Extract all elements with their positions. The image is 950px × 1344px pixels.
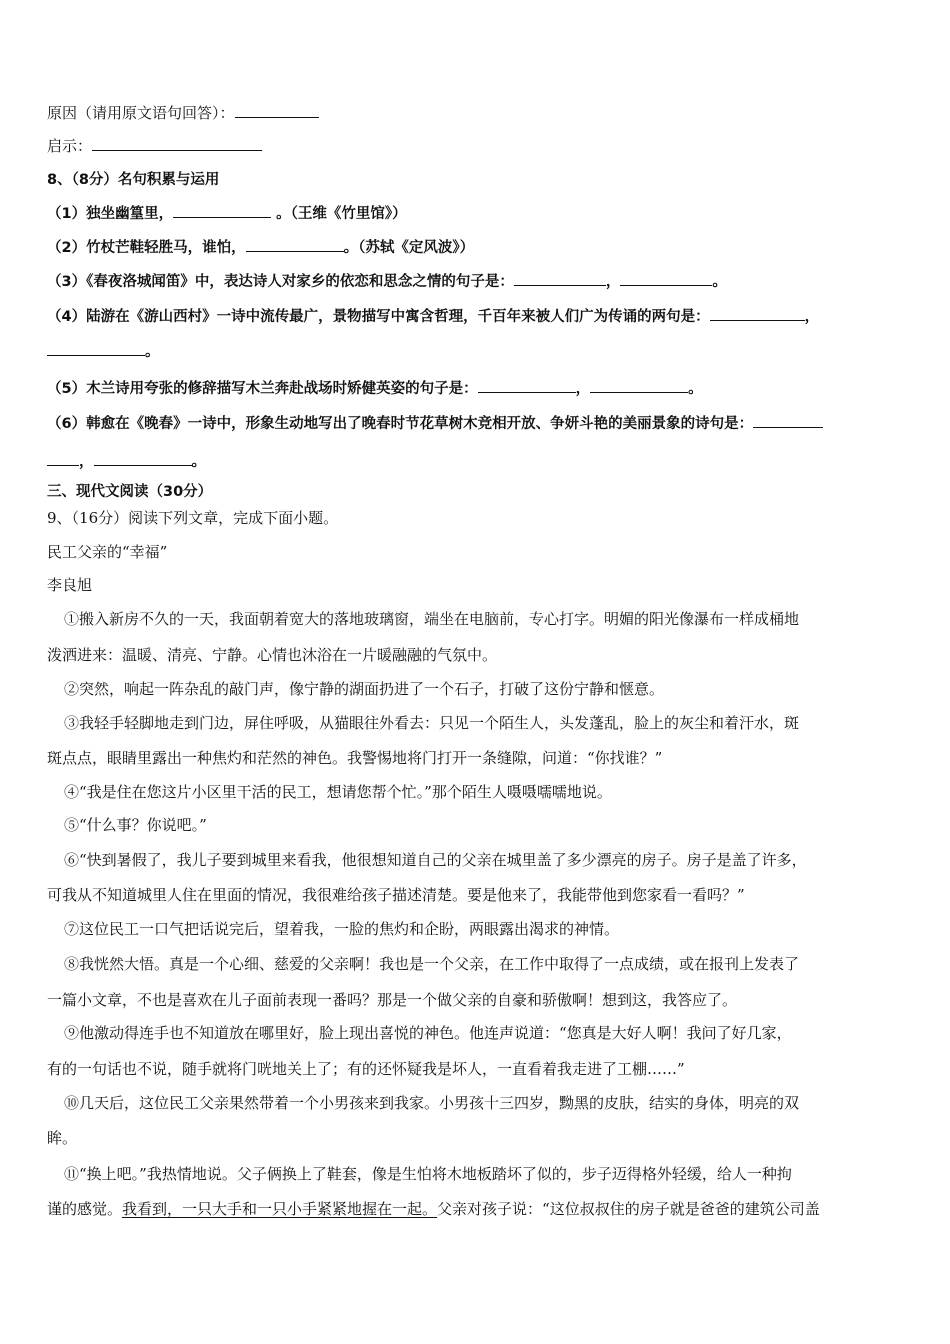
article-author: 李良旭 [47,576,93,594]
q8-item-1-text: （1）独坐幽篁里， [47,206,174,222]
paragraph-9: ⑨他激动得连手也不知道放在哪里好，脸上现出喜悦的神色。他连声说道：“您真是大好人啊！我问了好几家， [64,1024,792,1042]
q8-item-5 [47,378,703,399]
paragraph-6-cont: 可我从不知道城里人住在里面的情况，我很难给孩子描述清楚。要是他来了，我能带他到您家看一看吗？” [47,886,745,904]
q8-item-2 [47,237,474,258]
paragraph-11-text: 谨的感觉。 [47,1200,123,1218]
q7-hint-line [47,136,262,156]
answer-blank[interactable] [92,136,262,151]
underlined-sentence: 我看到，一只大手和一只小手紧紧地握在一起。 [122,1200,438,1218]
answer-blank[interactable] [753,413,823,428]
q8-item-4-cont [47,341,160,362]
answer-blank[interactable] [94,451,192,466]
answer-blank[interactable] [47,341,145,356]
paragraph-3-cont: 斑点点，眼睛里露出一种焦灼和茫然的神色。我警惕地将门打开一条缝隙，问道：“你找谁？” [47,749,663,767]
answer-blank[interactable] [47,451,79,466]
paragraph-5: ⑤“什么事？你说吧。” [64,816,207,834]
paragraph-4: ④“我是住在您这片小区里干活的民工，想请您帮个忙。”那个陌生人嗫嗫嚅嚅地说。 [64,783,612,801]
q8-item-6-cont [47,451,206,472]
q7-reason-label: 原因（请用原文语句回答）： [47,104,235,122]
answer-blank[interactable] [235,103,319,118]
q8-title: 8、（8分）名句积累与运用 [47,172,220,188]
paragraph-10: ⑩几天后，这位民工父亲果然带着一个小男孩来到我家。小男孩十三四岁，黝黑的皮肤，结实的身体，明亮的双 [64,1094,800,1112]
answer-blank[interactable] [620,271,712,286]
punctuation: 。 [712,274,727,290]
q8-item-6 [47,413,823,434]
q9-title: 9、（16分）阅读下列文章，完成下面小题。 [47,509,339,527]
paragraph-11-cont [47,1199,820,1219]
q8-item-3 [47,271,727,292]
answer-blank[interactable] [173,203,271,218]
q7-hint-label: 启示： [47,137,93,155]
punctuation: 。 [145,344,160,360]
paragraph-10-cont: 眸。 [47,1129,78,1147]
q8-item-1 [47,203,407,224]
article-title: 民工父亲的“幸福” [47,543,168,561]
q8-item-4 [47,306,819,327]
punctuation: 。 [688,381,703,397]
answer-blank[interactable] [514,271,606,286]
section-3-title: 三、现代文阅读（30分） [47,484,213,500]
q8-item-6-text: （6）韩愈在《晚春》一诗中，形象生动地写出了晚春时节花草树木竞相开放、争妍斗艳的美丽景象的诗句是： [47,416,754,432]
q8-item-4-text: （4）陆游在《游山西村》一诗中流传最广，景物描写中寓含哲理，千百年来被人们广为传诵的两句是： [47,309,710,325]
punctuation: 。 [191,454,206,470]
q8-item-1-source: 。（王维《竹里馆》） [271,206,407,222]
q8-item-5-text: （5）木兰诗用夸张的修辞描写木兰奔赴战场时矫健英姿的句子是： [47,381,478,397]
answer-blank[interactable] [590,378,688,393]
punctuation: ， [575,381,591,397]
punctuation: ， [804,309,820,325]
answer-blank[interactable] [478,378,576,393]
paragraph-7: ⑦这位民工一口气把话说完后，望着我，一脸的焦灼和企盼，两眼露出渴求的神情。 [64,920,620,938]
punctuation: ， [79,454,94,470]
paragraph-8: ⑧我恍然大悟。真是一个心细、慈爱的父亲啊！我也是一个父亲，在工作中取得了一点成绩，或在报刊上发表了 [64,955,800,973]
answer-blank[interactable] [246,237,344,252]
q8-item-3-text: （3）《春夜洛城闻笛》中，表达诗人对家乡的依恋和思念之情的句子是： [47,274,514,290]
punctuation: ， [605,274,621,290]
paragraph-1: ①搬入新房不久的一天，我面朝着宽大的落地玻璃窗，端坐在电脑前，专心打字。明媚的阳光像瀑布一样成桶地 [64,610,800,628]
paragraph-11: ⑪“换上吧。”我热情地说。父子俩换上了鞋套，像是生怕将木地板踏坏了似的，步子迈得格外轻缓，给人一种拘 [64,1165,792,1183]
paragraph-8-cont: 一篇小文章，不也是喜欢在儿子面前表现一番吗？那是一个做父亲的自豪和骄傲啊！想到这，我答应了。 [47,991,738,1009]
paragraph-11-text: 父亲对孩子说：“这位叔叔住的房子就是爸爸的建筑公司盖 [437,1200,820,1218]
paragraph-3: ③我轻手轻脚地走到门边，屏住呼吸，从猫眼往外看去：只见一个陌生人，头发蓬乱，脸上的灰尘和着汗水，斑 [64,714,800,732]
q8-item-2-text: （2）竹杖芒鞋轻胜马，谁怕， [47,240,246,256]
paragraph-2: ②突然，响起一阵杂乱的敲门声，像宁静的湖面扔进了一个石子，打破了这份宁静和惬意。 [64,680,665,698]
paragraph-9-cont: 有的一句话也不说，随手就将门咣地关上了；有的还怀疑我是坏人，一直看着我走进了工棚……” [47,1060,685,1078]
paragraph-1-cont: 泼洒进来：温暖、清亮、宁静。心情也沐浴在一片暖融融的气氛中。 [47,646,498,664]
paragraph-6: ⑥“快到暑假了，我儿子要到城里来看我，他很想知道自己的父亲在城里盖了多少漂亮的房子。房子是盖了许多， [64,851,807,869]
q7-reason-line [47,103,319,123]
answer-blank[interactable] [710,306,805,321]
q8-item-2-source: 。（苏轼《定风波》） [343,240,475,256]
